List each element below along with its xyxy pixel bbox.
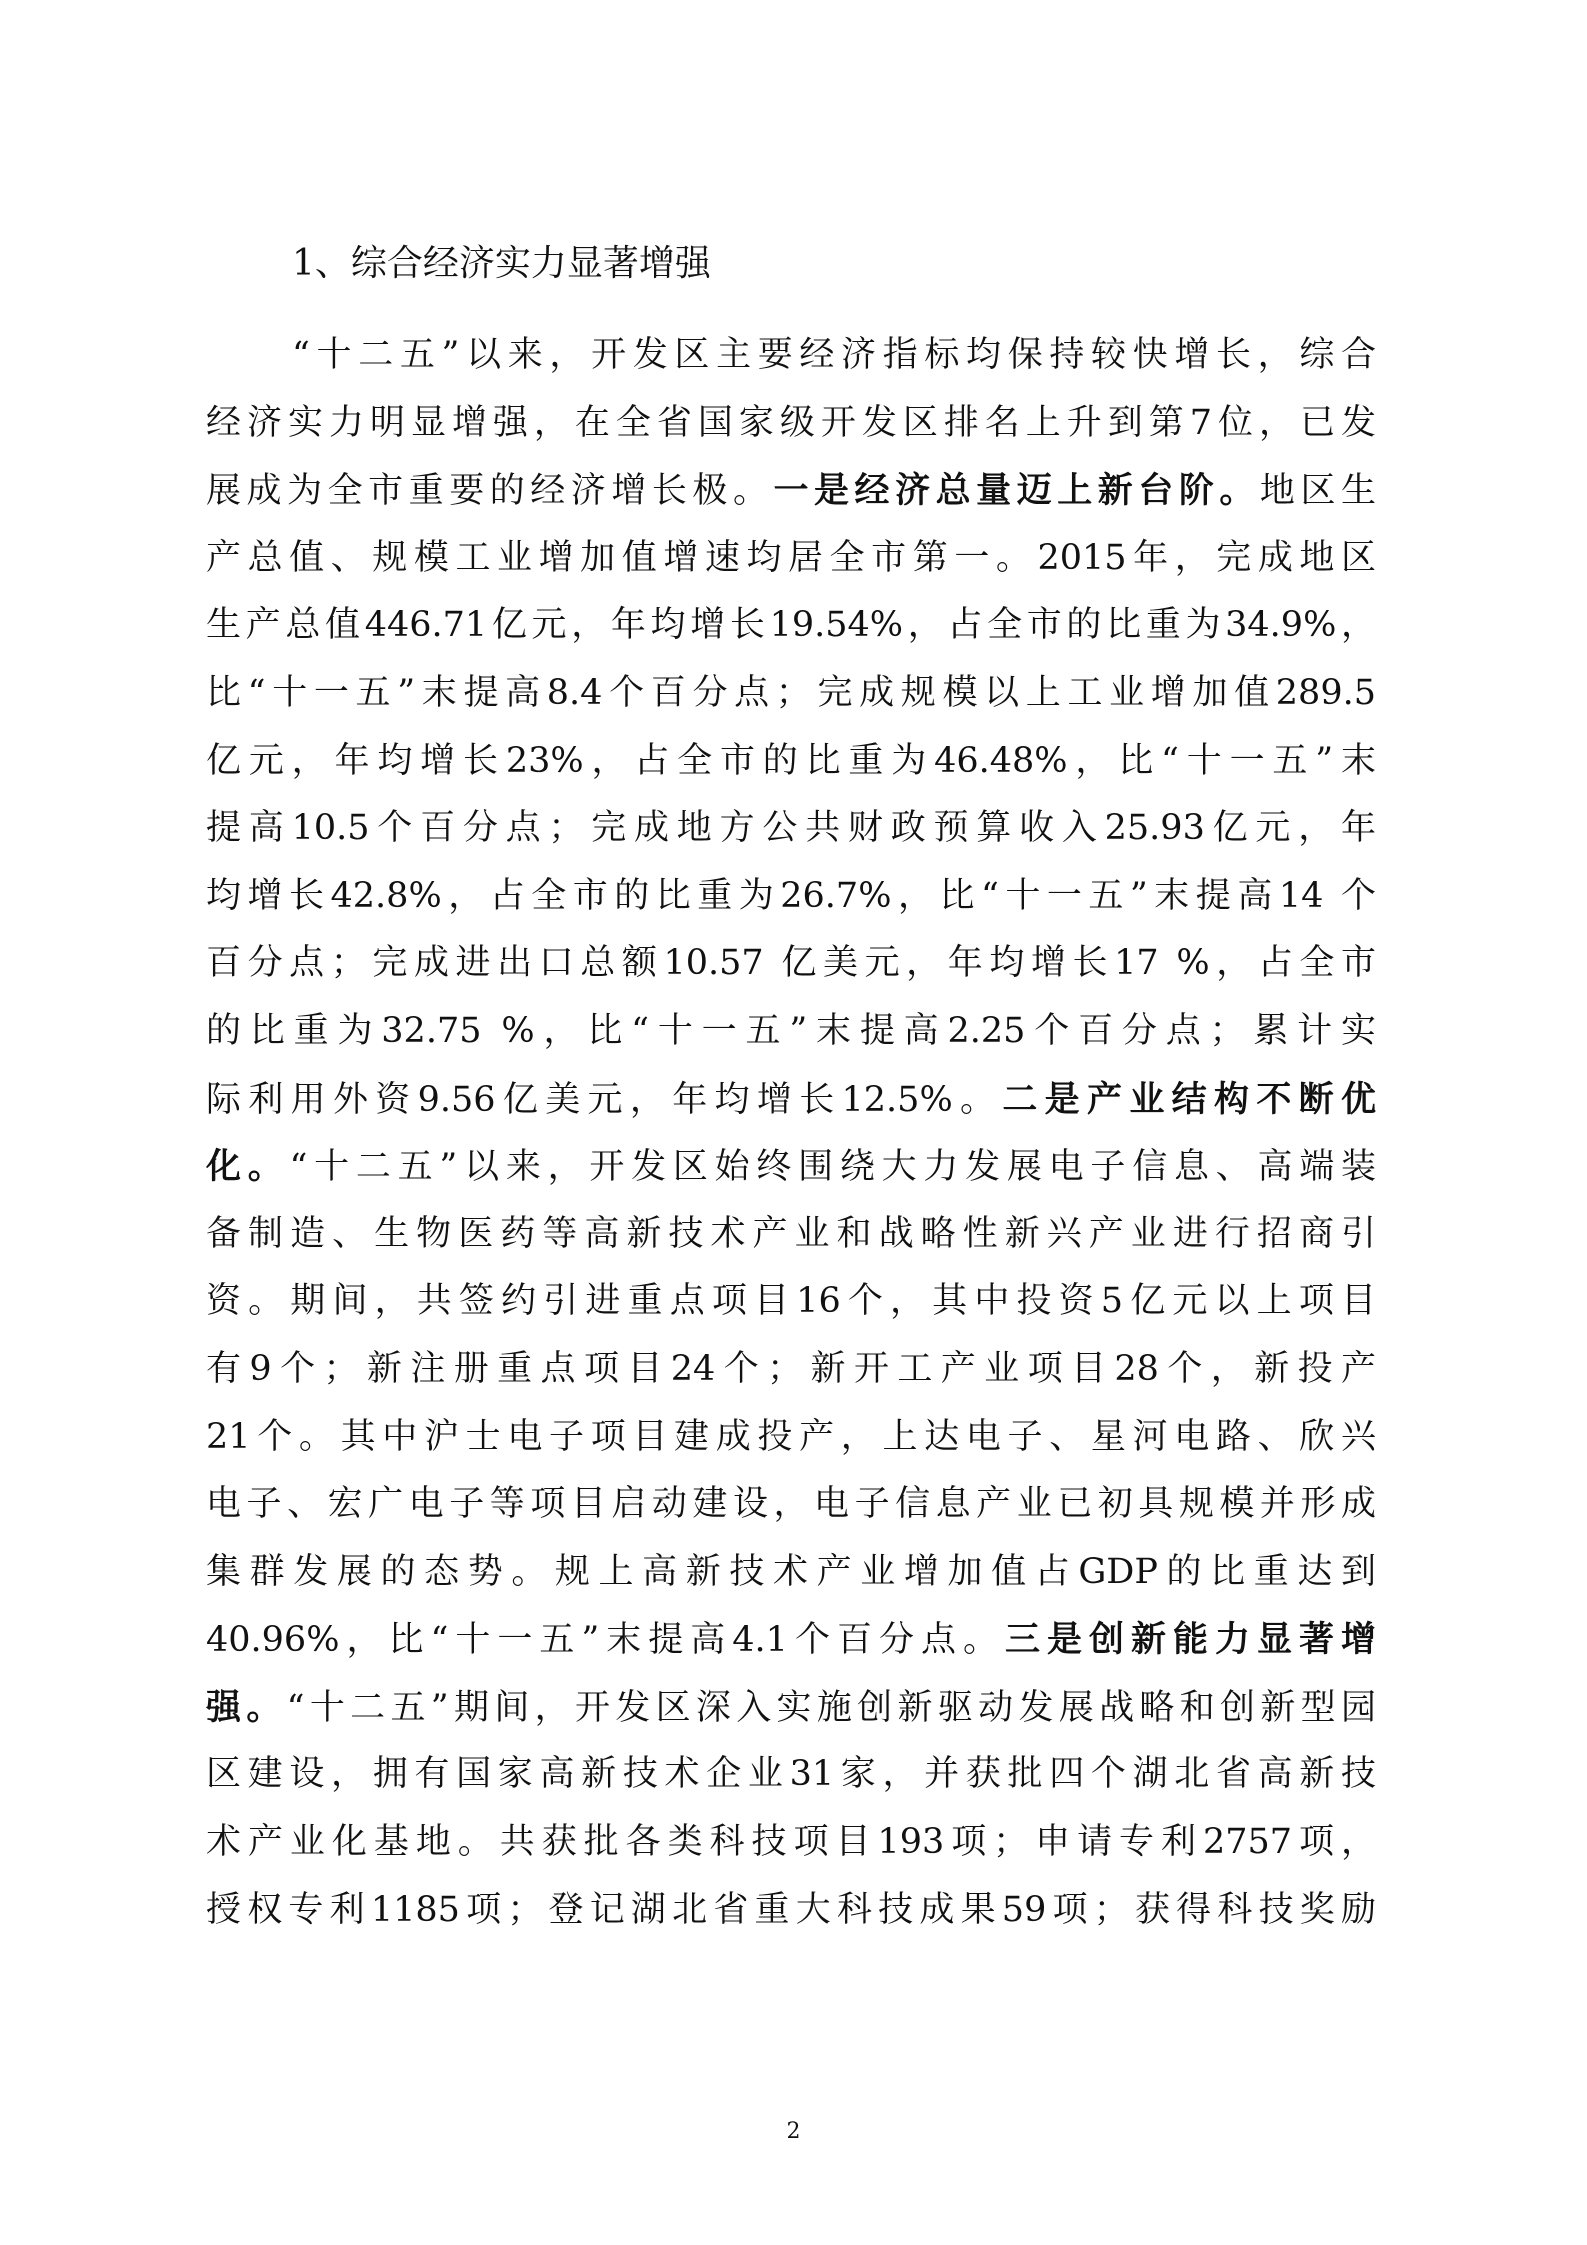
text-line bbox=[206, 1066, 1376, 1134]
text-run: 百分点；完成进出口总额10.57 亿美元，年均增长17 %，占全市 bbox=[206, 943, 1376, 984]
text-run: “十二五”以来，开发区主要经济指标均保持较快增长，综合 bbox=[292, 335, 1376, 375]
text-run: 备制造、生物医药等高新技术产业和战略性新兴产业进行招商引 bbox=[206, 1213, 1376, 1254]
bold-phrase: 一是经济总量迈上新台阶。 bbox=[773, 470, 1260, 512]
text-line bbox=[206, 1268, 1376, 1336]
section-heading: 1、综合经济实力显著增强 bbox=[292, 243, 711, 284]
bold-phrase: 二是产业结构不断优 bbox=[1002, 1078, 1376, 1120]
body-paragraph bbox=[206, 322, 1376, 1944]
page-number: 2 bbox=[786, 2119, 801, 2144]
text-run: 展成为全市重要的经济增长极。 bbox=[206, 471, 774, 512]
text-run: 均增长42.8%，占全市的比重为26.7%，比“十一五”末提高14 个 bbox=[206, 875, 1376, 916]
text-line bbox=[206, 863, 1376, 931]
text-line bbox=[206, 795, 1376, 863]
text-line bbox=[206, 1674, 1376, 1742]
text-run: 有9个；新注册重点项目24个；新开工产业项目28个，新投产 bbox=[206, 1348, 1376, 1389]
text-line bbox=[206, 998, 1376, 1066]
text-line bbox=[206, 660, 1376, 728]
text-line bbox=[206, 1404, 1376, 1472]
text-line bbox=[206, 592, 1376, 660]
text-line bbox=[206, 1809, 1376, 1877]
text-run: 比“十一五”末提高8.4个百分点；完成规模以上工业增加值289.5 bbox=[206, 672, 1376, 713]
text-run: 的比重为32.75 %，比“十一五”末提高2.25个百分点；累计实 bbox=[206, 1010, 1376, 1051]
text-run: 21个。其中沪士电子项目建成投产，上达电子、星河电路、欣兴 bbox=[206, 1416, 1376, 1457]
bold-phrase: 三是创新能力显著增 bbox=[1004, 1619, 1376, 1661]
text-line bbox=[206, 1471, 1376, 1539]
text-run: “十二五”以来，开发区始终围绕大力发展电子信息、高端装 bbox=[289, 1147, 1376, 1188]
text-line bbox=[206, 1539, 1376, 1607]
text-run: 际利用外资9.56亿美元，年均增长12.5%。 bbox=[206, 1079, 1003, 1120]
text-line bbox=[206, 930, 1376, 998]
text-line bbox=[206, 1877, 1376, 1945]
text-run: 产总值、规模工业增加值增速均居全市第一。2015年，完成地区 bbox=[206, 537, 1376, 578]
text-line bbox=[206, 525, 1376, 593]
text-run: 电子、宏广电子等项目启动建设，电子信息产业已初具规模并形成 bbox=[206, 1484, 1376, 1525]
text-line bbox=[206, 728, 1376, 796]
text-run: 地区生 bbox=[1259, 471, 1376, 512]
text-run: 亿元，年均增长23%，占全市的比重为46.48%，比“十一五”末 bbox=[206, 740, 1376, 781]
text-line bbox=[206, 390, 1376, 458]
text-line bbox=[206, 457, 1376, 525]
text-run: 术产业化基地。共获批各类科技项目193项；申请专利2757项， bbox=[206, 1822, 1376, 1863]
text-run: 资。期间，共签约引进重点项目16个，其中投资5亿元以上项目 bbox=[206, 1281, 1376, 1322]
text-line bbox=[206, 1336, 1376, 1404]
text-run: “十二五”期间，开发区深入实施创新驱动发展战略和创新型园 bbox=[286, 1687, 1376, 1728]
text-line bbox=[206, 1606, 1376, 1674]
text-run: 提高10.5个百分点；完成地方公共财政预算收入25.93亿元，年 bbox=[206, 808, 1376, 849]
text-line bbox=[206, 1201, 1376, 1269]
text-run: 40.96%，比“十一五”末提高4.1个百分点。 bbox=[206, 1620, 1005, 1661]
text-run: 生产总值446.71亿元，年均增长19.54%，占全市的比重为34.9%， bbox=[206, 605, 1376, 646]
text-line bbox=[206, 1741, 1376, 1809]
text-run: 区建设，拥有国家高新技术企业31家，并获批四个湖北省高新技 bbox=[206, 1754, 1376, 1795]
bold-phrase: 强。 bbox=[206, 1686, 287, 1728]
text-run: 授权专利1185项；登记湖北省重大科技成果59项；获得科技奖励 bbox=[206, 1889, 1376, 1930]
text-run: 经济实力明显增强，在全省国家级开发区排名上升到第7位，已发 bbox=[206, 402, 1376, 443]
bold-phrase: 化。 bbox=[206, 1146, 290, 1188]
text-line bbox=[206, 1133, 1376, 1201]
text-line bbox=[206, 322, 1376, 390]
text-run: 集群发展的态势。规上高新技术产业增加值占GDP的比重达到 bbox=[206, 1551, 1376, 1592]
